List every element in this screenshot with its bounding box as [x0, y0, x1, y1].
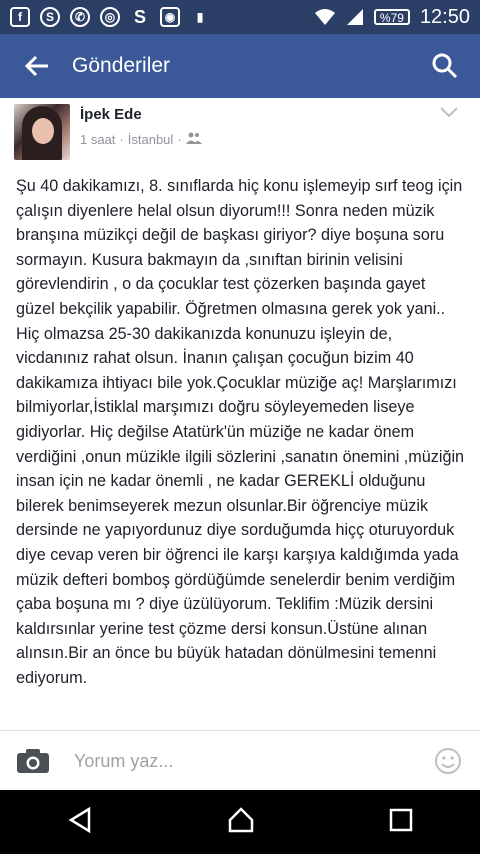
post-author[interactable]: İpek Ede	[80, 106, 142, 123]
home-icon[interactable]	[227, 806, 255, 839]
navigation-bar	[0, 790, 480, 854]
back-triangle-icon[interactable]	[67, 807, 93, 838]
page-title: Gönderiler	[72, 54, 171, 77]
friends-icon	[186, 132, 202, 147]
post-text: Şu 40 dakikamızı, 8. sınıflarda hiç konu işlemeyip sırf teog için çalışın diyenlere helal olsun diyorum!!! Sonra neden müzik branşına müzikçi değil de başkası giriyor? diye boşuna soru sormayın. Kusura bakmayın da ,sınıftan birinin velisini görevlendirin , o da çocuklar test çözerken başında gayet güzel bekçilik yapabilir. Öğretmen olmasına gerek yok yani.. Hiç olmazsa 25-30 dakikanızda konunuzu işleyin de, vicdanınız rahat olsun. İnanın çalışan çocuğun bizim 40 dakikamıza ihtiyacı bile yok.Çocuklar müziğe aç! Marşlarımızı bilmiyorlar,İstiklal marşımızı doğru söyleyemeden liseye gidiyorlar. Hiç değilse Atatürk'ün müziğe ne kadar önem verdiğini ,onun müzikle ilgili sözlerini ,sanatın önemini ,müziğin insan için ne kadar önemli , ne kadar GEREKLİ olduğunu bilerek benimseyerek mezun olsunlar.Bir öğrenciye müzik dersinde ne yapıyordunuz diye sorduğumda hiçç oturuyorduk diye cevap veren bir öğrenci ile karşı karşıya kaldığımda yada müzik defteri bomboş gördüğümde senelerdir benim verdiğim çaba boşuna mı ? diye üzülüyorum. Teklifim :Müzik dersini kaldırsınlar yerine test çözme dersi konsun.Üstüne alınan alınsın.Bir an önce bu büyük hatadan dönülmesini temenni ediyorum.	[16, 177, 465, 687]
chevron-down-icon[interactable]	[440, 104, 458, 122]
signal-icon	[346, 8, 364, 26]
avatar[interactable]	[14, 104, 70, 160]
meta-separator: ·	[119, 132, 124, 147]
facebook-icon: f	[10, 7, 30, 27]
notification-icon: ▮	[196, 10, 204, 24]
chrome-icon: ◎	[100, 7, 120, 27]
s-app-icon: S	[40, 7, 60, 27]
app-bar	[0, 34, 480, 98]
smiley-icon[interactable]	[434, 747, 462, 775]
comment-input[interactable]: Yorum yaz...	[74, 750, 174, 771]
s-app-icon: S	[133, 6, 146, 27]
clock: 12:50	[419, 5, 470, 28]
battery-indicator: %79	[374, 9, 410, 25]
whatsapp-icon: ✆	[70, 7, 90, 27]
post-location[interactable]: İstanbul	[127, 132, 174, 147]
post-meta	[80, 132, 202, 147]
post-time[interactable]: 1 saat	[80, 132, 116, 147]
camera-icon[interactable]	[16, 748, 50, 774]
meta-separator: ·	[177, 132, 182, 147]
comment-bar	[0, 730, 480, 791]
recents-icon[interactable]	[389, 808, 413, 837]
post-card	[0, 98, 480, 730]
instagram-icon: ◉	[160, 7, 180, 27]
arrow-left-icon[interactable]	[12, 55, 62, 77]
search-icon[interactable]	[432, 53, 458, 79]
wifi-icon	[314, 8, 336, 26]
status-bar	[0, 0, 480, 34]
